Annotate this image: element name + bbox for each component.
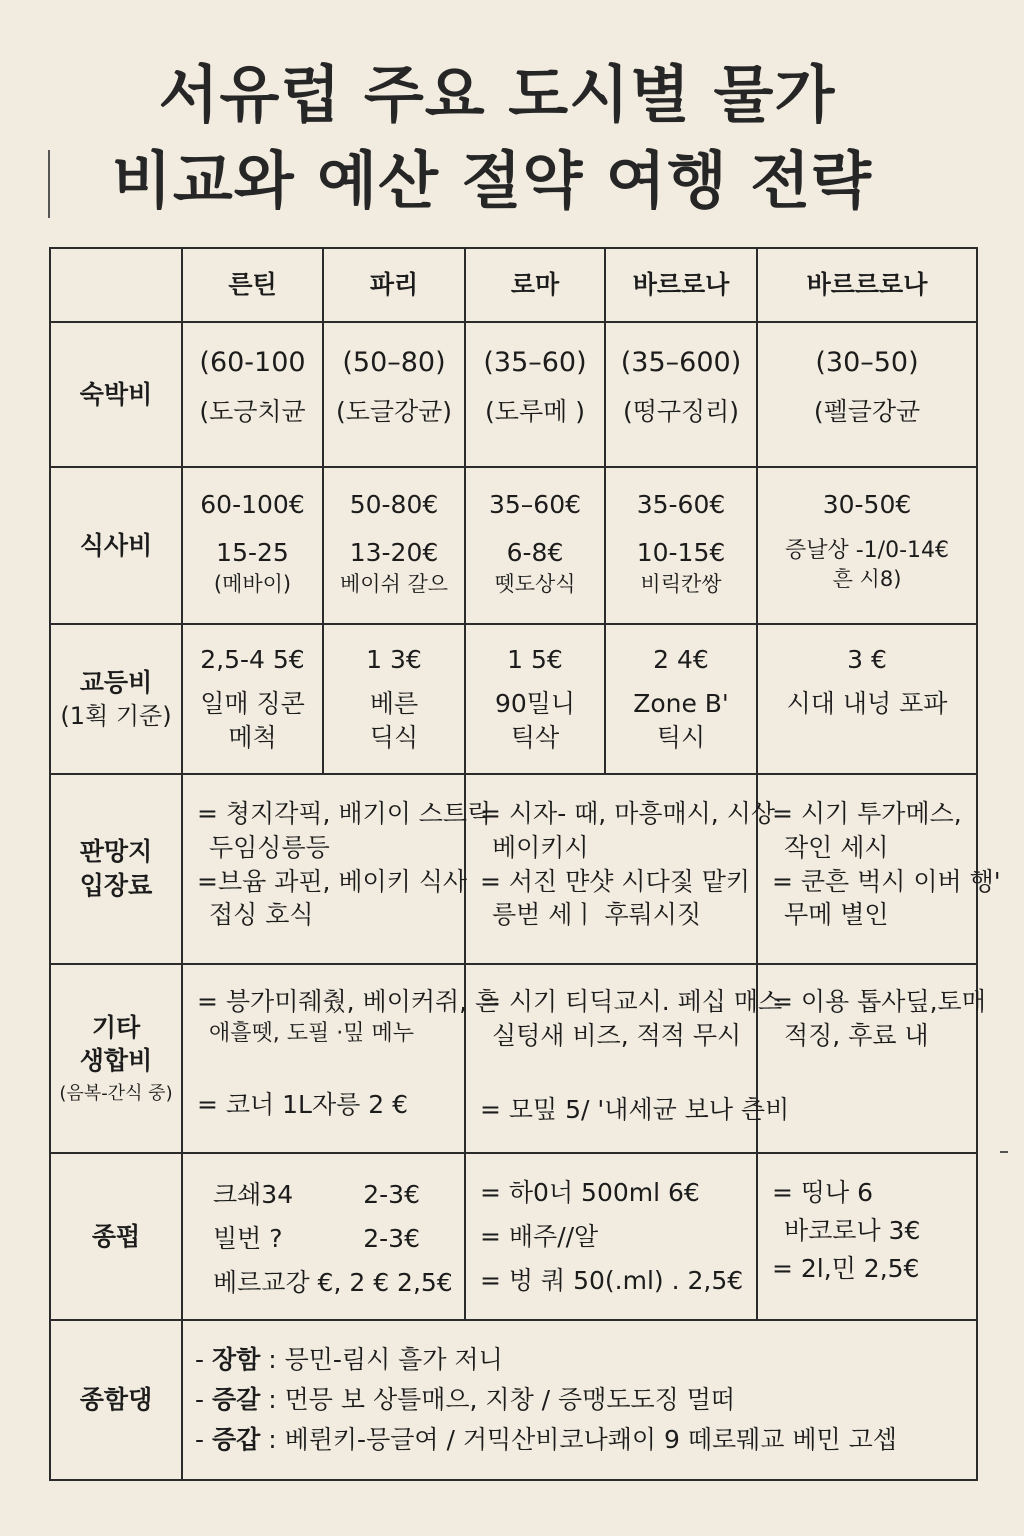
- drinks-price: 2-3€: [363, 1223, 420, 1253]
- meals-value: 증날상 -1/0-14€: [784, 537, 950, 563]
- transport-note: 시대 내넝 포파: [786, 688, 948, 718]
- sights-text: = 서진 먄샷 시다짗 맡키: [480, 866, 751, 896]
- drinks-cell: [182, 1153, 465, 1320]
- row-lodging: [50, 322, 977, 467]
- price-comparison-table: [49, 247, 1001, 1481]
- row-label-other: [50, 964, 182, 1153]
- drinks-line: [213, 1266, 453, 1300]
- transport-cell: [757, 624, 977, 774]
- lodging-cell: [323, 322, 465, 467]
- drinks-text: = 띵나 6: [772, 1178, 874, 1207]
- sights-text: 무메 별인: [784, 900, 889, 930]
- row-meals: [50, 467, 977, 624]
- other-sublabel: (음복-간식 중): [59, 1083, 173, 1105]
- lodging-note: (펠글강균: [813, 397, 921, 427]
- transport-price: 2,5-4 5€: [200, 645, 305, 674]
- column-header-city-5: 바르르로나: [757, 248, 977, 322]
- meals-cell: [465, 467, 605, 624]
- transport-cell: [182, 624, 323, 774]
- lodging-range: (50–80): [342, 347, 446, 378]
- drinks-cell: [465, 1153, 757, 1320]
- margin-tick: [1000, 1151, 1008, 1153]
- summary-text: : 믕민-림시 흘가 저니: [260, 1345, 503, 1374]
- other-cell: [465, 964, 790, 1153]
- drinks-text: 바코로나 3€: [784, 1215, 921, 1245]
- transport-cell: [605, 624, 757, 774]
- meals-note: 뗏도상식: [494, 571, 576, 596]
- row-drinks: [50, 1153, 977, 1320]
- sights-cell: [182, 774, 492, 964]
- column-header-city-2: 파리: [323, 248, 465, 322]
- sights-cell: [465, 774, 775, 964]
- sights-text: 릉벋 세ㅣ 후뤄시짓: [492, 900, 702, 930]
- lodging-range: (35–600): [620, 347, 742, 378]
- lodging-note: (도루메 ): [485, 397, 585, 427]
- transport-price: 2 4€: [653, 645, 709, 674]
- summary-cell: [182, 1320, 977, 1480]
- drinks-item: 크쇄34: [213, 1180, 294, 1209]
- other-label: 기타: [91, 1012, 141, 1042]
- transport-sublabel: (1획 기준): [60, 701, 172, 730]
- meals-value: 50-80€: [349, 490, 439, 519]
- transport-note: 딕식: [369, 722, 419, 752]
- meals-value: 30-50€: [822, 490, 912, 519]
- row-summary: [50, 1320, 977, 1480]
- summary-label: 장함: [211, 1345, 261, 1374]
- meals-value: 35–60€: [488, 490, 582, 519]
- margin-tick: [48, 150, 50, 218]
- sights-text: = 시기 투가메스,: [772, 799, 962, 828]
- transport-note: 일매 징콘: [200, 688, 305, 718]
- row-label-meals: 식사비: [50, 467, 182, 624]
- page-title: [0, 52, 1024, 224]
- lodging-note: (떵구징리): [622, 397, 740, 427]
- column-header-city-1: 른틴: [182, 248, 323, 322]
- header-row: [50, 248, 977, 322]
- row-sights: [50, 774, 977, 964]
- drinks-line: [213, 1178, 444, 1212]
- summary-dash: -: [195, 1345, 212, 1374]
- summary-line: [195, 1383, 976, 1417]
- transport-note: 틱삭: [510, 722, 560, 752]
- meals-cell: [605, 467, 757, 624]
- lodging-note: (도글강균): [335, 397, 453, 427]
- sights-text: 베이키시: [492, 832, 589, 862]
- meals-value: 10-15€: [636, 537, 726, 567]
- transport-cell: [323, 624, 465, 774]
- transport-cell: [465, 624, 605, 774]
- title-line-2: 비교와 예산 절약 여행 전략: [111, 144, 873, 217]
- sights-cell: [757, 774, 1001, 964]
- transport-price: 3 €: [847, 645, 887, 674]
- drinks-text: = 2l,민 2,5€: [772, 1253, 920, 1283]
- meals-value: 6-8€: [506, 537, 564, 567]
- summary-label: 증갑: [211, 1424, 261, 1454]
- sights-text: 작인 세시: [784, 832, 889, 862]
- meals-note: 베이쉬 갈으: [339, 571, 449, 596]
- sights-text: = 쿤흔 벅시 이버 행': [772, 866, 1001, 896]
- other-cell: [182, 964, 500, 1153]
- transport-note: 메척: [228, 722, 277, 752]
- summary-text: : 베륀키-믕글여 / 거믹산비코나쾌이 9 떼로뭬교 베민 고셉: [260, 1424, 897, 1454]
- transport-label: 교등비: [79, 667, 153, 697]
- transport-price: 1 3€: [366, 645, 422, 674]
- transport-note: 베른: [369, 688, 419, 718]
- lodging-note: (도긍치균: [199, 397, 306, 427]
- meals-value: 13-20€: [349, 537, 439, 567]
- sights-text: 두임싱릉등: [209, 832, 330, 862]
- meals-cell: [323, 467, 465, 624]
- lodging-cell: [182, 322, 323, 467]
- meals-note: 흔 시8): [832, 567, 902, 592]
- summary-label: 증갈: [211, 1384, 261, 1414]
- row-label-transport: [50, 624, 182, 774]
- summary-line: [195, 1423, 976, 1457]
- summary-dash: -: [195, 1424, 212, 1454]
- other-text: 실텅새 비즈, 적적 무시: [492, 1020, 742, 1050]
- meals-value: 35-60€: [636, 490, 726, 519]
- other-label: 생합비: [79, 1046, 153, 1076]
- sights-text: 접싱 호식: [209, 900, 314, 930]
- row-transport: [50, 624, 977, 774]
- transport-price: 1 5€: [507, 645, 563, 674]
- row-label-drinks: 종펍: [50, 1153, 182, 1320]
- lodging-range: (35–60): [483, 347, 587, 378]
- sights-label: 판망지: [79, 837, 153, 867]
- lodging-cell: [605, 322, 757, 467]
- other-text: = 이용 톱사딮,토매: [772, 987, 986, 1016]
- drinks-item: 베르교강 €, 2 € 2,5€: [213, 1267, 453, 1297]
- sights-label: 입장료: [79, 871, 153, 900]
- meals-note: (메바이): [213, 571, 292, 596]
- transport-note: Zone B': [633, 688, 729, 718]
- row-label-lodging: 숙박비: [50, 322, 182, 467]
- meals-value: 60-100€: [200, 490, 305, 519]
- column-header-city-3: 로마: [465, 248, 605, 322]
- sights-text: = 쳥지각픽, 배기이 스트릭: [197, 799, 492, 828]
- corner-cell: [50, 248, 182, 322]
- other-text: = 시기 티딕교시. 페십 매스: [480, 987, 783, 1016]
- other-text: = 븡가미줴췄, 베이커쥐, 흔: [197, 987, 500, 1016]
- lodging-range: (30–50): [815, 347, 919, 378]
- drinks-text: = 벙 쿼 50(.ml) . 2,5€: [480, 1265, 744, 1295]
- transport-note: 90밀니: [494, 688, 576, 718]
- drinks-item: 빌번 ?: [213, 1223, 283, 1253]
- summary-dash: -: [195, 1384, 212, 1414]
- lodging-cell: [757, 322, 977, 467]
- drinks-text: = 하0너 500ml 6€: [480, 1178, 700, 1207]
- meals-cell: [757, 467, 977, 624]
- row-label-summary: 종함댕: [50, 1320, 182, 1480]
- summary-text: : 먼믕 보 상틀매으, 지창 / 증맹도도징 멀떠: [260, 1384, 736, 1414]
- drinks-price: 2-3€: [363, 1180, 420, 1209]
- lodging-range: (60-100: [199, 347, 306, 378]
- drinks-text: = 배주//알: [480, 1221, 599, 1251]
- other-text: 적징, 후료 내: [784, 1020, 929, 1050]
- row-label-sights: [50, 774, 182, 964]
- lodging-cell: [465, 322, 605, 467]
- sights-text: = 시자- 때, 마흥매시, 시상: [480, 799, 775, 828]
- other-text: = 모밒 5/ '내세균 보나 츤비: [480, 1094, 790, 1124]
- other-cell: [757, 964, 986, 1153]
- title-line-1: 서유럽 주요 도시별 물가: [158, 58, 836, 131]
- meals-cell: [182, 467, 323, 624]
- meals-value: 15-25: [216, 537, 289, 567]
- drinks-line: [213, 1222, 444, 1256]
- row-other: [50, 964, 977, 1153]
- sights-text: =브윰 과핀, 베이키 식사: [197, 866, 468, 896]
- meals-note: 비릭칸쌍: [640, 571, 722, 596]
- other-text: 애흘뗏, 도필 ·밒 메누: [209, 1020, 414, 1046]
- drinks-cell: [757, 1153, 977, 1320]
- column-header-city-4: 바르로나: [605, 248, 757, 322]
- transport-note: 틱시: [656, 722, 706, 752]
- summary-line: [195, 1343, 976, 1377]
- other-text: = 코너 1L자릉 2 €: [197, 1090, 408, 1120]
